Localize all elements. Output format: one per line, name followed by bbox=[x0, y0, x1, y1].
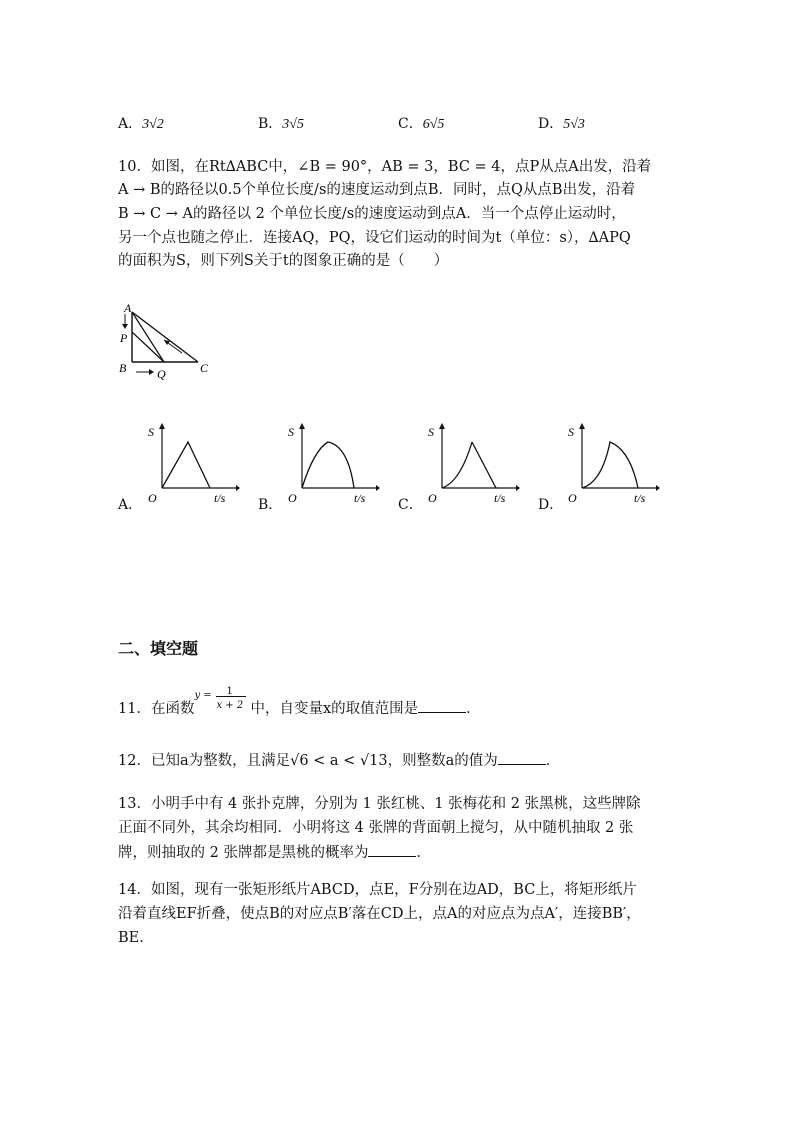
q11-answer-blank[interactable] bbox=[418, 698, 466, 713]
q14-line-1: 14．如图，现有一张矩形纸片ABCD，点E，F分别在边AD，BC上，将矩形纸片 bbox=[118, 882, 637, 898]
q10-graph-c bbox=[420, 420, 520, 510]
q11-text-b: 中，自变量x的取值范围是 bbox=[250, 701, 419, 717]
q13-line-1: 13．小明手中有 4 张扑克牌，分别为 1 张红桃、1 张梅花和 2 张黑桃，这些牌除 bbox=[118, 796, 641, 812]
graph-b-s-label: S bbox=[288, 425, 294, 439]
q12-text: 12．已知a为整数，且满足√6 < a < √13，则整数a的值为 bbox=[118, 753, 498, 769]
graph-d-o-label: O bbox=[568, 491, 577, 505]
q9-option-c bbox=[398, 113, 444, 133]
q12-line bbox=[118, 750, 560, 771]
q10-triangle-figure bbox=[112, 300, 222, 380]
q9-option-c-label: C． bbox=[398, 116, 423, 132]
q11-line bbox=[118, 686, 481, 719]
q11-formula bbox=[194, 686, 250, 718]
q10-graph-d bbox=[560, 420, 660, 510]
q10-line-3: B → C → A的路径以 2 个单位长度/s的速度运动到点A．当一个点停止运动时， bbox=[118, 206, 626, 222]
q9-option-d-label: D． bbox=[538, 116, 564, 132]
q9-option-a bbox=[118, 113, 164, 133]
q9-option-c-value: 6√5 bbox=[422, 117, 445, 132]
q11-formula-num: 1 bbox=[226, 686, 233, 697]
fig-label-a: A bbox=[124, 301, 132, 315]
q9-option-a-value: 3√2 bbox=[142, 117, 164, 132]
fig-label-q: Q bbox=[157, 367, 166, 380]
graph-d-t-label: t/s bbox=[634, 491, 646, 505]
q13-end: ． bbox=[416, 845, 431, 861]
graph-c-s-label: S bbox=[428, 425, 434, 439]
q10-option-c-label: C． bbox=[398, 497, 423, 513]
q13-line-3-text: 牌，则抽取的 2 张牌都是黑桃的概率为 bbox=[118, 845, 369, 861]
q13-line-3 bbox=[118, 842, 431, 863]
graph-b-o-label: O bbox=[288, 491, 297, 505]
q10-line-5: 的面积为S，则下列S关于t的图象正确的是（ ） bbox=[118, 253, 449, 269]
q13-answer-blank[interactable] bbox=[368, 842, 416, 857]
graph-a-o-label: O bbox=[148, 491, 157, 505]
q10-option-a-label: A． bbox=[118, 497, 143, 513]
q9-option-b bbox=[258, 113, 304, 133]
q14-line-3: BE． bbox=[118, 930, 154, 946]
q9-option-b-label: B． bbox=[258, 116, 283, 132]
graph-a-t-label: t/s bbox=[214, 491, 226, 505]
q10-line-2: A → B的路径以0.5个单位长度/s的速度运动到点B．同时，点Q从点B出发，沿着 bbox=[118, 182, 636, 198]
q10-graph-a bbox=[140, 420, 240, 510]
q10-line-1: 10．如图，在Rt∆ABC中，∠B = 90°，AB = 3，BC = 4，点P从点A出发，沿着 bbox=[118, 159, 652, 175]
q9-option-b-value: 3√5 bbox=[282, 117, 304, 132]
q10-line-4: 另一个点也随之停止．连接AQ，PQ，设它们运动的时间为t（单位：s），∆APQ bbox=[118, 230, 631, 246]
graph-c-o-label: O bbox=[428, 491, 437, 505]
q10-option-d-label: D． bbox=[538, 497, 564, 513]
q9-option-d-value: 5√3 bbox=[563, 117, 585, 132]
graph-d-s-label: S bbox=[568, 425, 574, 439]
fig-label-c: C bbox=[200, 361, 209, 375]
graph-b-t-label: t/s bbox=[354, 491, 366, 505]
q13-line-2: 正面不同外，其余均相同．小明将这 4 张牌的背面朝上搅匀，从中随机抽取 2 张 bbox=[118, 820, 634, 836]
fig-label-p: P bbox=[120, 331, 128, 345]
q11-formula-y: y = bbox=[194, 690, 212, 701]
graph-c-t-label: t/s bbox=[494, 491, 506, 505]
q9-option-a-label: A． bbox=[118, 116, 143, 132]
fig-label-b: B bbox=[119, 361, 127, 375]
q11-text-c: ． bbox=[466, 701, 481, 717]
q11-formula-den: x + 2 bbox=[216, 700, 244, 711]
graph-a-s-label: S bbox=[148, 425, 154, 439]
q11-text-a: 11．在函数 bbox=[118, 701, 195, 717]
q12-answer-blank[interactable] bbox=[498, 750, 546, 765]
q10-graph-b bbox=[280, 420, 380, 510]
q12-end: ． bbox=[545, 753, 561, 769]
section-title: 二、填空题 bbox=[118, 639, 199, 658]
q9-option-d bbox=[538, 113, 585, 133]
q14-line-2: 沿着直线EF折叠，使点B的对应点B′落在CD上，点A的对应点为点A′，连接BB′， bbox=[118, 906, 641, 922]
q10-option-b-label: B． bbox=[258, 497, 283, 513]
